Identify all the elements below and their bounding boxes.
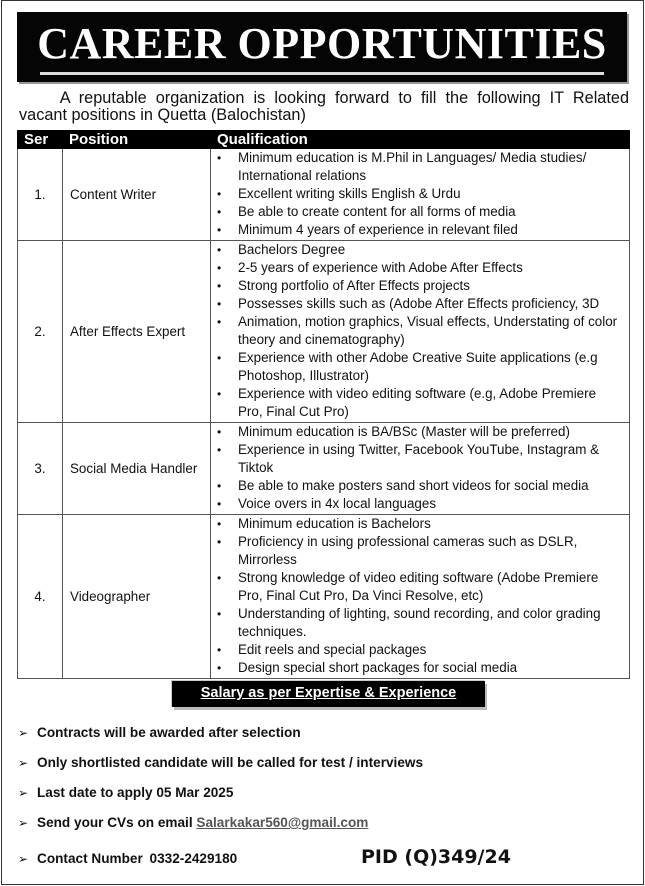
position-cell: Content Writer: [63, 149, 211, 241]
salary-banner: [172, 681, 485, 707]
salary-text: Salary as per Expertise & Experience: [200, 685, 457, 701]
list-item: • Bachelors Degree: [217, 241, 619, 259]
list-item: • Animation, motion graphics, Visual effects, Understating of color theory and cinematography): [217, 313, 619, 349]
list-item: • Edit reels and special packages: [217, 641, 619, 659]
list-item: • Proficiency in using professional cameras such as DSLR, Mirrorless: [217, 533, 619, 569]
table-row: [18, 423, 630, 515]
table-row: [18, 241, 630, 423]
positions-table: [17, 130, 630, 679]
email-link[interactable]: Salarkakar560@gmail.com: [196, 815, 369, 830]
qualification-list: [211, 149, 629, 240]
arrow-bullet-icon: ➢: [18, 852, 29, 866]
list-item: • Be able to create content for all forms of media: [217, 203, 619, 221]
list-item: • Excellent writing skills English & Urdu: [217, 185, 619, 203]
title-underline: [40, 72, 604, 75]
list-item: • Minimum education is Bachelors: [217, 515, 619, 533]
qualification-cell: [211, 515, 630, 679]
list-item: • Voice overs in 4x local languages: [217, 495, 619, 513]
arrow-bullet-icon: ➢: [18, 816, 29, 830]
qualification-list: [211, 515, 629, 678]
list-item: • Experience with other Adobe Creative Suite applications (e.g Photoshop, Illustrator): [217, 349, 619, 385]
pid-number: PID (Q)349/24: [361, 846, 511, 868]
qualification-list: [211, 241, 629, 422]
intro-text: [19, 90, 629, 124]
list-item: • Strong portfolio of After Effects projects: [217, 277, 619, 295]
position-cell: After Effects Expert: [63, 241, 211, 423]
list-item: • Be able to make posters sand short videos for social media: [217, 477, 619, 495]
note-text: Send your CVs on email: [37, 815, 193, 830]
qualification-cell: [211, 241, 630, 423]
list-item: • Minimum 4 years of experience in relevant filed: [217, 221, 619, 239]
table-header-row: [18, 131, 630, 149]
position-cell: Videographer: [63, 515, 211, 679]
note-last-date: [18, 785, 233, 800]
note-contracts: [18, 725, 301, 740]
intro-text-content: A reputable organization is looking forward to fill the following IT Related vacant positions in Quetta (Balochistan): [19, 89, 629, 124]
list-item: • Minimum education is BA/BSc (Master will be preferred): [217, 423, 619, 441]
contact-label: Contact Number: [37, 851, 143, 866]
note-text: Only shortlisted candidate will be called for test / interviews: [37, 755, 424, 770]
note-text: Last date to apply 05 Mar 2025: [37, 785, 234, 800]
ser-cell: 2.: [18, 241, 63, 423]
list-item: • Understanding of lighting, sound recording, and color grading techniques.: [217, 605, 619, 641]
list-item: • Design special short packages for social media: [217, 659, 619, 677]
table-row: [18, 515, 630, 679]
note-shortlisted: [18, 755, 423, 770]
header-position: Position: [63, 131, 211, 149]
qualification-list: [211, 423, 629, 514]
arrow-bullet-icon: ➢: [18, 786, 29, 800]
ser-cell: 4.: [18, 515, 63, 679]
list-item: • Strong knowledge of video editing software (Adobe Premiere Pro, Final Cut Pro, Da Vinci Resolve, etc): [217, 569, 619, 605]
note-contact: [18, 851, 237, 866]
ser-cell: 1.: [18, 149, 63, 241]
header-ser: Ser: [18, 131, 63, 149]
list-item: • 2-5 years of experience with Adobe After Effects: [217, 259, 619, 277]
qualification-cell: [211, 423, 630, 515]
position-cell: Social Media Handler: [63, 423, 211, 515]
list-item: • Minimum education is M.Phil in Languages/ Media studies/ International relations: [217, 149, 619, 185]
arrow-bullet-icon: ➢: [18, 726, 29, 740]
note-send-cv: [18, 815, 368, 830]
contact-number: 0332-2429180: [149, 851, 238, 866]
arrow-bullet-icon: ➢: [18, 756, 29, 770]
qualification-cell: [211, 149, 630, 241]
list-item: • Experience in using Twitter, Facebook YouTube, Instagram & Tiktok: [217, 441, 619, 477]
title-banner: [17, 12, 627, 82]
list-item: • Possesses skills such as (Adobe After Effects proficiency, 3D: [217, 295, 619, 313]
page-title: CAREER OPPORTUNITIES: [37, 19, 607, 68]
header-qualification: Qualification: [211, 131, 630, 149]
list-item: • Experience with video editing software (e.g, Adobe Premiere Pro, Final Cut Pro): [217, 385, 619, 421]
note-text: Contracts will be awarded after selection: [37, 725, 301, 740]
table-row: [18, 149, 630, 241]
ser-cell: 3.: [18, 423, 63, 515]
